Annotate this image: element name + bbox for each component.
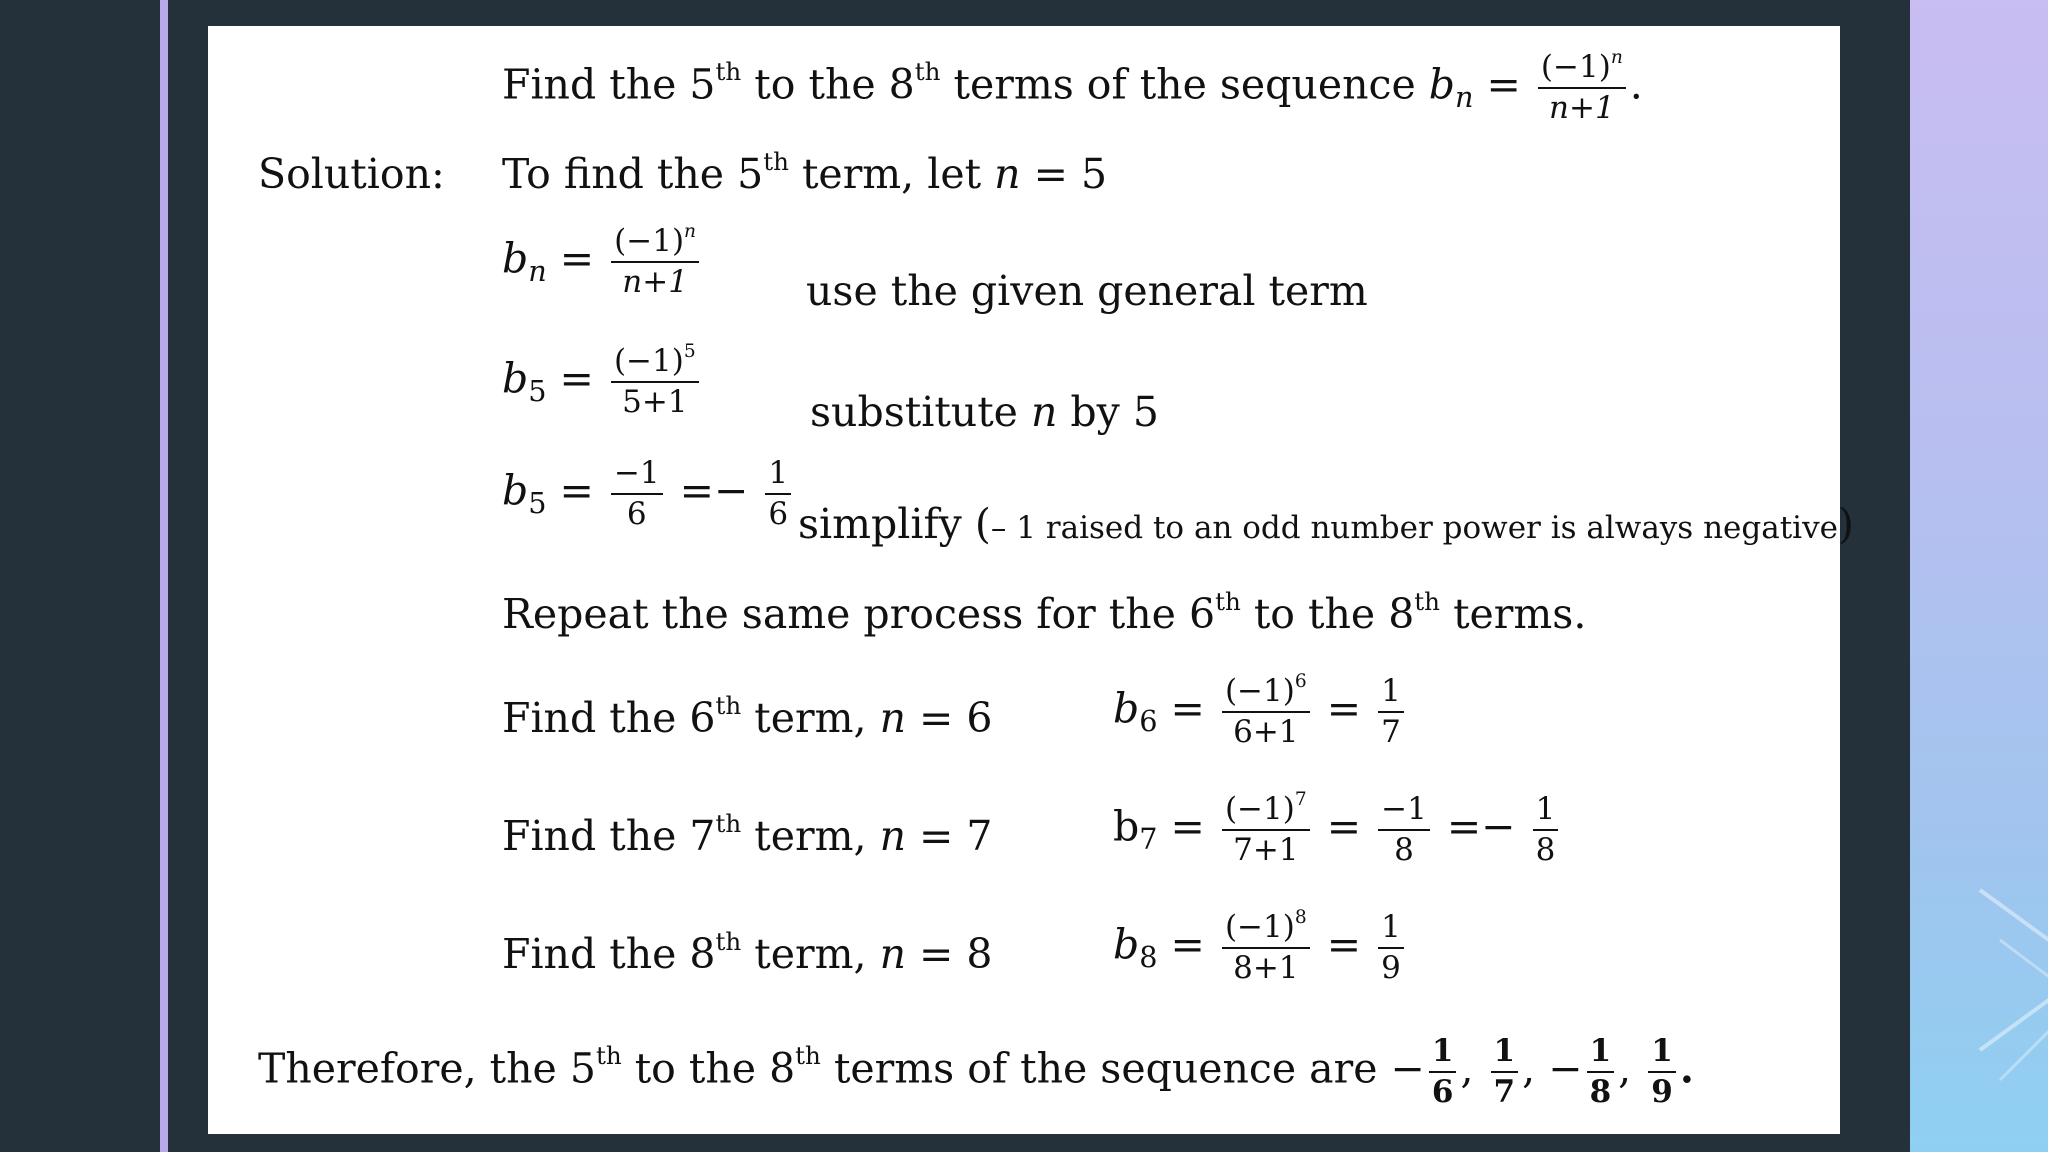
superscript: th bbox=[1414, 586, 1441, 616]
step-substitute bbox=[502, 342, 703, 422]
equals: = bbox=[1157, 920, 1218, 969]
text: term, let bbox=[788, 150, 995, 198]
text: = 8 bbox=[905, 930, 993, 978]
variable: b bbox=[502, 466, 529, 515]
superscript: th bbox=[715, 690, 742, 720]
text: to the 8 bbox=[741, 60, 915, 109]
fraction bbox=[1538, 48, 1626, 128]
text: = 7 bbox=[905, 812, 993, 860]
text: term, bbox=[741, 930, 880, 978]
fraction bbox=[1222, 672, 1310, 752]
text: term, bbox=[741, 694, 880, 742]
denominator: 6 bbox=[768, 495, 789, 532]
denominator: n+1 bbox=[1549, 89, 1615, 126]
conclusion bbox=[258, 1032, 1694, 1112]
fraction bbox=[611, 454, 663, 534]
text: Find the 6 bbox=[502, 694, 716, 742]
term-label bbox=[502, 808, 993, 860]
comma: , bbox=[1618, 1044, 1645, 1093]
term-equation bbox=[1113, 672, 1408, 752]
equals: =− bbox=[1433, 802, 1529, 851]
step-comment bbox=[798, 500, 1854, 548]
denominator: 7 bbox=[1381, 713, 1401, 750]
fraction bbox=[1378, 790, 1430, 870]
fraction bbox=[765, 454, 791, 534]
subscript: 7 bbox=[1139, 821, 1158, 856]
denominator: 6+1 bbox=[1233, 713, 1299, 750]
exponent: 8 bbox=[1294, 906, 1307, 928]
text: substitute bbox=[810, 388, 1031, 436]
step-comment bbox=[810, 388, 1159, 436]
solution-label: Solution: bbox=[258, 150, 445, 198]
variable: b bbox=[1428, 60, 1456, 109]
text: = 5 bbox=[1020, 150, 1108, 198]
text: Find the 8 bbox=[502, 930, 716, 978]
variable: n bbox=[879, 812, 906, 860]
equals: = bbox=[1157, 802, 1218, 851]
superscript: th bbox=[795, 1040, 821, 1070]
text: simplify ( bbox=[798, 500, 991, 548]
variable: n bbox=[879, 930, 906, 978]
superscript: th bbox=[715, 926, 742, 956]
fraction bbox=[1533, 790, 1559, 870]
numerator: −1 bbox=[611, 454, 663, 495]
term-label bbox=[502, 926, 993, 978]
fraction bbox=[611, 342, 699, 422]
accent-bar bbox=[160, 0, 168, 1152]
text: Therefore, the 5 bbox=[258, 1044, 596, 1093]
superscript: th bbox=[914, 56, 941, 86]
subscript: 5 bbox=[528, 485, 547, 520]
text: by 5 bbox=[1057, 388, 1159, 436]
text: Find the 7 bbox=[502, 812, 716, 860]
equals: =− bbox=[666, 466, 762, 515]
denominator: n+1 bbox=[622, 263, 688, 300]
fraction bbox=[611, 222, 699, 302]
period: . bbox=[1629, 60, 1643, 109]
equals: = bbox=[1313, 684, 1375, 733]
minus-sign: − bbox=[1548, 1044, 1583, 1093]
numerator: (−1) bbox=[1540, 49, 1611, 85]
variable: b bbox=[1113, 802, 1140, 851]
fraction bbox=[1378, 672, 1404, 752]
fraction bbox=[1491, 1032, 1519, 1112]
numerator: 1 bbox=[1429, 1032, 1457, 1073]
note: – 1 raised to an odd number power is always negative bbox=[990, 510, 1838, 546]
solution-intro bbox=[502, 146, 1108, 198]
variable: n bbox=[879, 694, 906, 742]
comma: , bbox=[1460, 1044, 1487, 1093]
subscript: 6 bbox=[1139, 703, 1158, 738]
variable: b bbox=[502, 354, 529, 403]
exponent: 5 bbox=[683, 340, 696, 362]
denominator: 9 bbox=[1381, 949, 1401, 986]
subscript: 8 bbox=[1139, 939, 1158, 974]
term-equation bbox=[1113, 790, 1562, 870]
fraction bbox=[1378, 908, 1404, 988]
numerator: (−1) bbox=[1224, 909, 1295, 945]
denominator: 8 bbox=[1394, 831, 1414, 868]
denominator: 5+1 bbox=[622, 383, 688, 420]
text: terms of the sequence bbox=[940, 60, 1429, 109]
text: terms of the sequence are bbox=[820, 1044, 1391, 1093]
exponent: 6 bbox=[1294, 670, 1307, 692]
numerator: 1 bbox=[1533, 790, 1559, 831]
equals: = bbox=[1313, 802, 1375, 851]
equals: = bbox=[1473, 60, 1534, 109]
equals: = bbox=[1313, 920, 1375, 969]
superscript: th bbox=[1215, 586, 1241, 616]
denominator: 9 bbox=[1651, 1073, 1673, 1110]
variable: n bbox=[994, 150, 1021, 198]
fraction bbox=[1222, 908, 1310, 988]
fraction bbox=[1429, 1032, 1457, 1112]
step-general-term bbox=[502, 222, 703, 302]
numerator: 1 bbox=[1648, 1032, 1676, 1073]
text: = 6 bbox=[905, 694, 993, 742]
numerator: 1 bbox=[1378, 672, 1404, 713]
term-equation bbox=[1113, 908, 1408, 988]
subscript: n bbox=[1455, 79, 1474, 114]
equals: = bbox=[546, 354, 607, 403]
variable: b bbox=[1113, 684, 1140, 733]
subscript: n bbox=[528, 253, 547, 288]
variable: b bbox=[502, 234, 529, 283]
denominator: 7 bbox=[1493, 1073, 1516, 1110]
variable: n bbox=[1030, 388, 1058, 436]
numerator: (−1) bbox=[613, 343, 684, 379]
denominator: 8 bbox=[1535, 831, 1556, 868]
step-comment: use the given general term bbox=[806, 267, 1368, 315]
text: To find the 5 bbox=[502, 150, 764, 198]
exponent: n bbox=[1610, 46, 1623, 68]
numerator: (−1) bbox=[1224, 673, 1295, 709]
denominator: 7+1 bbox=[1233, 831, 1299, 868]
numerator: −1 bbox=[1378, 790, 1430, 831]
text: to the 8 bbox=[621, 1044, 796, 1093]
superscript: th bbox=[715, 808, 742, 838]
numerator: 1 bbox=[765, 454, 791, 495]
text: terms. bbox=[1440, 590, 1587, 638]
decorative-strip bbox=[1910, 0, 2048, 1152]
superscript: th bbox=[763, 146, 789, 176]
slide bbox=[208, 26, 1854, 1134]
comma: , bbox=[1522, 1044, 1549, 1093]
chevron-decoration-icon bbox=[1970, 880, 2048, 1100]
subscript: 5 bbox=[528, 373, 547, 408]
numerator: (−1) bbox=[1224, 791, 1295, 827]
fraction bbox=[1648, 1032, 1676, 1112]
repeat-instruction bbox=[502, 586, 1587, 638]
fraction bbox=[1222, 790, 1310, 870]
text: Repeat the same process for the 6 bbox=[502, 590, 1216, 638]
period: . bbox=[1679, 1044, 1695, 1093]
denominator: 8 bbox=[1589, 1073, 1612, 1110]
numerator: (−1) bbox=[614, 223, 685, 259]
fraction bbox=[1587, 1032, 1615, 1112]
equals: = bbox=[1157, 684, 1218, 733]
denominator: 8+1 bbox=[1233, 949, 1299, 986]
term-label bbox=[502, 690, 993, 742]
superscript: th bbox=[595, 1040, 622, 1070]
equals: = bbox=[546, 466, 607, 515]
numerator: 1 bbox=[1491, 1032, 1519, 1073]
text: Find the 5 bbox=[502, 60, 716, 109]
text: term, bbox=[741, 812, 880, 860]
superscript: th bbox=[715, 56, 742, 86]
equals: = bbox=[546, 234, 608, 283]
exponent: n bbox=[684, 220, 697, 242]
text: ) bbox=[1837, 500, 1854, 548]
text: to the 8 bbox=[1240, 590, 1415, 638]
minus-sign: − bbox=[1390, 1044, 1425, 1093]
denominator: 6 bbox=[626, 495, 647, 532]
numerator: 1 bbox=[1378, 908, 1404, 949]
step-simplify bbox=[502, 454, 795, 534]
variable: b bbox=[1113, 920, 1140, 969]
problem-statement bbox=[502, 48, 1643, 128]
numerator: 1 bbox=[1587, 1032, 1615, 1073]
denominator: 6 bbox=[1431, 1073, 1454, 1110]
exponent: 7 bbox=[1294, 788, 1307, 810]
